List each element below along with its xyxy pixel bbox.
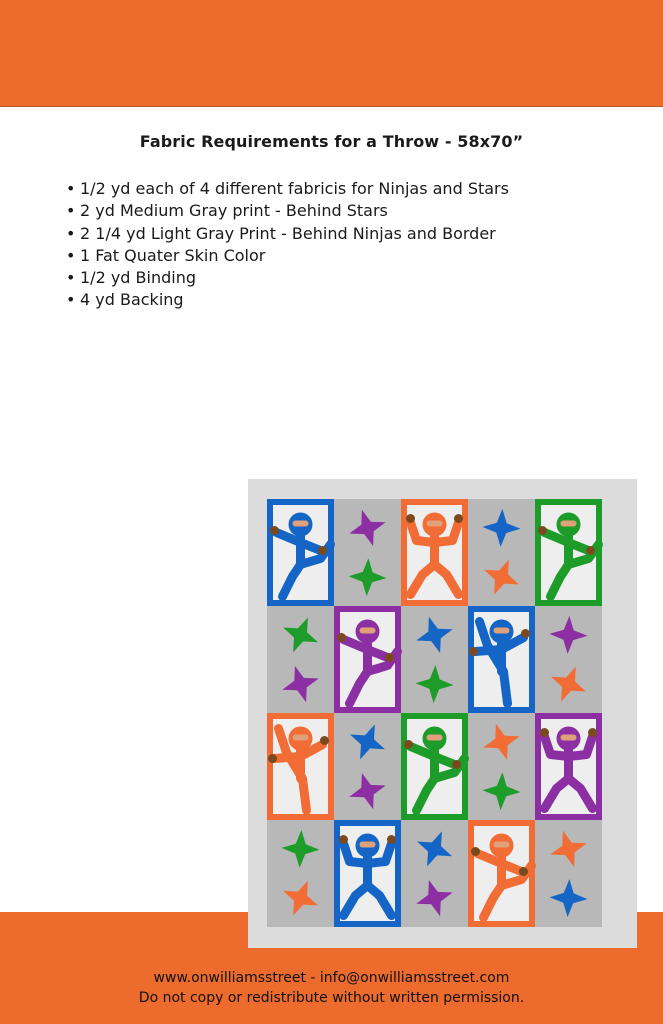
ninja-eye-slot — [293, 521, 309, 527]
ninja-block — [401, 499, 468, 606]
ninja-hand — [339, 835, 348, 844]
ninja-block — [535, 713, 602, 820]
requirement-text: 2 yd Medium Gray print - Behind Stars — [80, 201, 388, 221]
ninja-eye-slot — [494, 628, 510, 634]
ninja-eye-slot — [427, 521, 443, 527]
ninja-block — [468, 820, 535, 927]
ninja-hand — [588, 728, 597, 737]
list-item — [66, 200, 509, 222]
ninja-hand — [318, 546, 327, 555]
ninja-hand — [471, 847, 480, 856]
ninja-hand — [385, 653, 394, 662]
ninja-hand — [406, 514, 415, 523]
ninja-hand — [521, 629, 530, 638]
ninja-block — [267, 499, 334, 606]
ninja-block — [334, 606, 401, 713]
requirement-text: 4 yd Backing — [80, 290, 184, 310]
ninja-eye-slot — [561, 521, 577, 527]
ninja-hand — [586, 546, 595, 555]
ninja-block — [334, 820, 401, 927]
bullet: • — [66, 268, 76, 288]
ninja-hand — [469, 647, 478, 656]
requirement-text: 2 1/4 yd Light Gray Print - Behind Ninjas and Border — [80, 223, 496, 243]
ninja-hand — [387, 835, 396, 844]
star-block — [401, 820, 468, 927]
bullet: • — [66, 245, 76, 265]
ninja-hand — [337, 633, 346, 642]
bullet: • — [66, 179, 76, 198]
footer — [0, 968, 663, 1008]
bullet: • — [66, 223, 76, 243]
requirement-text: 1 Fat Quater Skin Color — [80, 245, 266, 265]
footer-contact: www.onwilliamsstreet - info@onwilliamsstreet.com — [153, 970, 510, 986]
ninja-hand — [270, 526, 279, 535]
requirements-list — [66, 178, 509, 312]
ninja-hand — [540, 728, 549, 737]
bullet: • — [66, 290, 76, 310]
list-item — [66, 178, 509, 200]
list-item — [66, 223, 509, 245]
footer-copyright: Do not copy or redistribute without written permission. — [138, 990, 525, 1006]
ninja-hand — [404, 740, 413, 749]
list-item — [66, 245, 509, 267]
ninja-block — [267, 713, 334, 820]
ninja-eye-slot — [561, 735, 577, 741]
quilt-illustration — [248, 479, 637, 948]
ninja-block — [535, 499, 602, 606]
star-block — [267, 606, 334, 713]
ninja-eye-slot — [293, 735, 309, 741]
ninja-hand — [454, 514, 463, 523]
requirement-text: 1/2 yd Binding — [80, 268, 197, 288]
ninja-hand — [519, 867, 528, 876]
requirement-text: 1/2 yd each of 4 different fabricis for Ninjas and Stars — [80, 179, 509, 198]
ninja-eye-slot — [494, 842, 510, 848]
ninja-block — [468, 606, 535, 713]
list-item — [66, 267, 509, 289]
ninja-hand — [320, 736, 329, 745]
quilt-image — [248, 479, 637, 948]
ninja-hand — [538, 526, 547, 535]
page-title: Fabric Requirements for a Throw - 58x70” — [139, 132, 524, 151]
ninja-block — [401, 713, 468, 820]
bullet: • — [66, 201, 76, 221]
ninja-eye-slot — [427, 735, 443, 741]
ninja-eye-slot — [360, 628, 376, 634]
header-band — [0, 0, 663, 107]
ninja-hand — [268, 754, 277, 763]
ninja-hand — [452, 760, 461, 769]
star-block — [334, 713, 401, 820]
ninja-eye-slot — [360, 842, 376, 848]
list-item — [66, 289, 509, 311]
